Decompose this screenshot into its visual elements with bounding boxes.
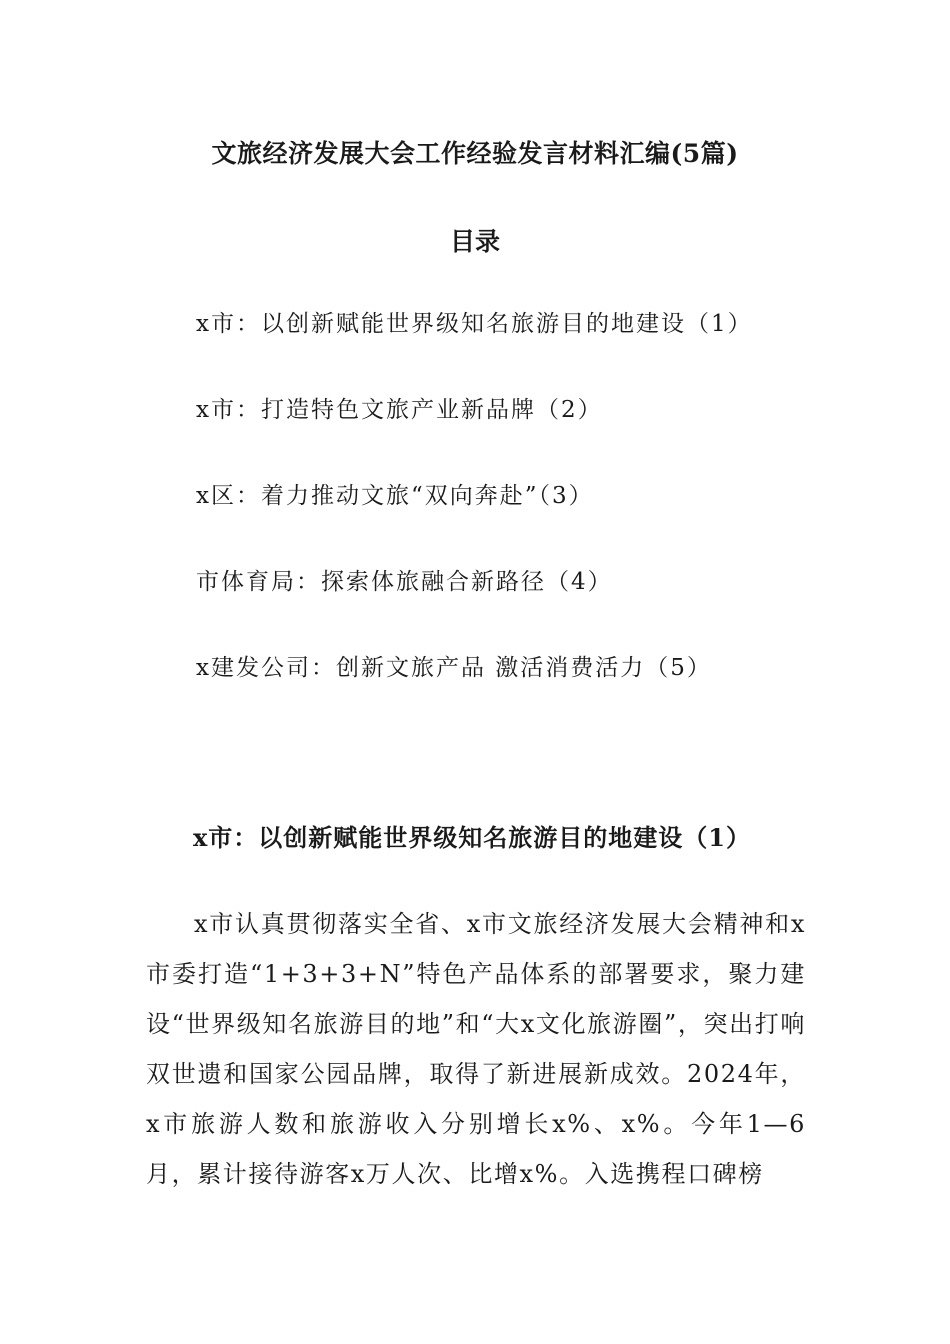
toc-item-3[interactable]: x区：着力推动文旅“双向奔赴”（3） — [196, 483, 594, 509]
toc-item-1[interactable]: x市：以创新赋能世界级知名旅游目的地建设（1） — [196, 311, 753, 337]
document-title: 文旅经济发展大会工作经验发言材料汇编(5篇) — [211, 139, 739, 168]
section-1-title: x市：以创新赋能世界级知名旅游目的地建设（1） — [193, 823, 752, 852]
toc-heading: 目录 — [449, 227, 500, 256]
toc-item-5[interactable]: x建发公司：创新文旅产品 激活消费活力（5） — [196, 655, 712, 681]
table-of-contents — [196, 306, 753, 736]
toc-item-2[interactable]: x市：打造特色文旅产业新品牌（2） — [196, 397, 603, 423]
toc-item-4[interactable]: 市体育局：探索体旅融合新路径（4） — [196, 569, 613, 595]
section-1-paragraph: x市认真贯彻落实全省、x市文旅经济发展大会精神和x市委打造“1+3+3+N”特色产品体系的部署要求，聚力建设“世界级知名旅游目的地”和“大x文化旅游圈”，突出打响双世遗和国家公园品牌，取得了新进展新成效。2024年，x市旅游人数和旅游收入分别增长x%、x%。今年1—6月，累计接待游客x万人次、比增x%。入选携程口碑榜 — [146, 910, 806, 1188]
